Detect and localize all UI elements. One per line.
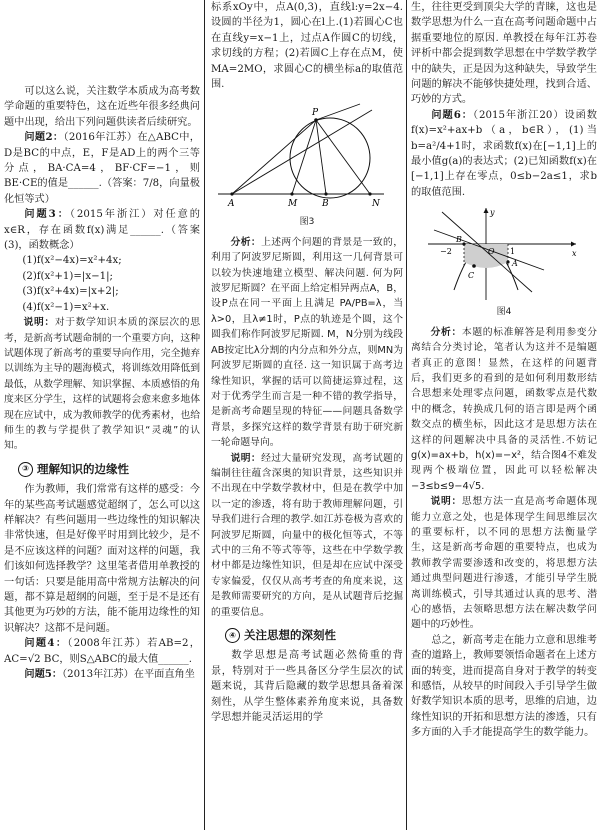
section-title: 关注思想的深刻性: [244, 628, 336, 642]
problem-5-text: （2013年江苏）在平面直角坐: [62, 669, 195, 681]
problem-4-label: 问题4：: [24, 637, 68, 650]
note-1-label: 说明：: [23, 317, 55, 329]
analysis-1-label: 分析：: [230, 236, 262, 248]
section-title: 理解知识的边缘性: [37, 461, 129, 476]
y-axis-arrow-icon: [484, 208, 489, 213]
label-n: N: [372, 199, 380, 210]
problem-2-text: （2016年江苏）在△ABC中，D是BC的中点，E，F是AD上的两个三等分点，BA·CA=4，BF·CF=−1，则BE·CE的值是______.（答案：7/8，向量极化恒等式）: [4, 132, 200, 205]
label-b: B: [456, 235, 462, 245]
note-2-label: 说明：: [230, 452, 262, 464]
apollonius-circle-diagram: [212, 96, 402, 214]
point-a: [506, 261, 509, 264]
figure-3: [211, 96, 403, 230]
column-rule-left: [204, 0, 205, 830]
problem-5-label: 问题5：: [24, 668, 63, 681]
point-b: [462, 243, 465, 246]
point-c: [472, 264, 476, 268]
label-y: y: [490, 208, 495, 218]
point-a: [230, 193, 233, 196]
label-x: x: [572, 249, 577, 259]
column-middle: [211, 0, 403, 830]
problem-6-label: 问题6：: [431, 108, 473, 121]
column-rule-right: [406, 0, 407, 830]
label-o: O: [488, 247, 495, 257]
problem-3: [4, 207, 200, 253]
problem-3-option: (3)f(x²+4x)=|x+2|;: [22, 286, 119, 298]
label-p: P: [312, 108, 319, 119]
note-2-text: 经过大量研究发现，高考试题的编制往往蕴含深奥的知识背景，这些知识并不出现在中学数学教材中，但是在教学中加以一定的渗透，将有助于教师理解问题，引导我们进行合理的教学.如江苏卷极为喜欢的阿波罗尼斯圆，向量中的极化恒等式，不等式中的三角不等式等等，这些在中学数学教材中都是边缘性知识，但是却在应试中深受专家偏爱，仅仅从高考考查的角度来说，这是教师需要研究的方向，是从试题背后挖掘的重要信息。: [211, 452, 403, 618]
problem-4: [4, 636, 200, 667]
label-a: A: [512, 259, 518, 269]
label-minus-two: −2: [440, 247, 452, 257]
problem-6: [411, 108, 597, 200]
column-right: [411, 0, 597, 830]
note-3-text: 思想方法一直是高考命题体现能力立意之处，也是体现学生间思维层次的重要标杆，以不同的思想方法衡量学生，这是新高考命题的重要特点，也成为教师教学需要渗透和改变的，将思想方法通过典型问题进行渗透，才能引导学生脱离训练模式，引导其通过认真的思考、潜心的感悟，去领略思想方法在解决数学问题中的巧妙性。: [411, 496, 597, 631]
problem-3-option: (2)f(x²+1)=|x−1|;: [22, 270, 113, 282]
note-2: [211, 451, 403, 620]
figure-3-caption: 图3: [299, 217, 315, 228]
body-paragraph: 数学思想是高考试题必然倚重的背景，特别对于一些具备区分学生层次的试题来说，其背后隐藏的数学思想具备着深刻性，从学生整体素养角度来说，具备数学思想并能灵活运用的学: [211, 650, 403, 724]
line-g-1: [442, 212, 532, 292]
point-b: [324, 193, 327, 196]
segment-pa: [232, 120, 316, 194]
label-a: A: [228, 199, 235, 210]
label-c: C: [468, 271, 475, 281]
problem-5-continued: 标系xOy中，点A(0,3)，直线l:y=2x−4.设圆的半径为1，圆心在l上.(1)若圆心C也在直线y=x−1上，过点A作圆C的切线，求切线的方程；(2)若圆C上存在点M，使MA=2MO，求圆心C的横坐标a的取值范围.: [211, 2, 403, 91]
point-n: [368, 193, 371, 196]
section-heading-3: [18, 462, 200, 477]
conclusion-paragraph: 总之，新高考走在能力立意和思维考查的道路上，教师要领悟命题者在上述方面的转变，进而提高自身对于教学的转变和感悟，从较早的时间段入手引导学生做好数学知识本质的思考，思维的启迪，边缘性知识的开拓和思想方法的渗透，只有多方面的入手才能提高学生的数学能力。: [411, 634, 597, 739]
section-number-icon: ④: [225, 628, 240, 643]
note-3-label: 说明：: [430, 496, 462, 508]
problem-4-text: （2008年江苏）若AB=2，AC=√2 BC，则S△ABC的最大值______.: [4, 638, 200, 665]
analysis-2: [411, 325, 597, 494]
segment-extension: [316, 104, 360, 120]
problem-3-text: （2015年浙江）对任意的x∈R，存在函数f(x)满足______.（答案(3)，函数概念）: [4, 209, 200, 252]
x-axis-arrow-icon: [571, 242, 576, 247]
problem-2: [4, 130, 200, 207]
note-1-text: 对于数学知识本质的深层次的思考，是新高考试题命制的一个重要方向，这种试题体现了新高考的重要导向作用，完全抛弃以训练为主导的题海模式，将训练效用降低到最低，从数学理解、知识掌握、本质感悟的角度来区分学生，这样的试题将会愈来愈多地体现在应试中，成为教师教学的优秀素材，也给师生的教与学提供了教学知识“灵魂”的认知。: [4, 317, 200, 452]
intro-paragraph: 可以这么说，关注数学本质成为高考数学命题的重要特色，这在近些年很多经典问题中出现，给出下列问题供读者后续研究。: [4, 86, 200, 128]
label-b: B: [322, 199, 329, 210]
line-through-a: [232, 110, 372, 194]
function-graph-diagram: [424, 204, 584, 304]
analysis-2-text: 本题的标准解答是利用参变分离结合分类讨论，笔者认为这并不是编题者真正的意图！显然，在这样的问题背后，我们更多的看到的是如何利用数形结合思想来处理零点问题，函数零点是代数中的概念，转换成几何的语言即是两个函数交点的横坐标，因此这才是思想方法在这样的问题解决中具备的灵活性.不妨记g(x)=ax+b，h(x)=−x²，结合图4不难发现两个极端位置，因此可以轻松解决−3≤b≤9−4√5.: [411, 326, 597, 492]
figure-4-caption: 图4: [496, 307, 512, 318]
problem-3-option: (4)f(x²−1)=x²+x.: [22, 301, 110, 313]
analysis-1-text: 上述两个问题的背景是一致的，利用了阿波罗尼斯圆，利用这一几何背景可以较为快速地建立模型、解决问题. 何为阿波罗尼斯圆？在平面上给定相异两点A，B，设P点在同一平面上且满足 PA/PB=λ，当λ>0，且λ≠1时，P点的轨迹是个圆，这个圆我们称作阿波罗尼斯圆. M，N分别为线段AB按定比λ分割的内分点和外分点，则MN为阿波罗尼斯圆的直径. 这一知识属于高考边缘性知识，掌握的话可以简捷运算过程，这对于优秀学生而言是一种不错的教学指导，是新高考命题呈现的特征——问题具备数学背景，多探究这样的数学背景有助于研究新一轮命题导向。: [211, 236, 403, 449]
blank-top-area: [4, 0, 200, 84]
note-1: [4, 315, 200, 454]
point-m: [290, 193, 293, 196]
problem-3-option: (1)f(x²−4x)=x²+4x;: [22, 255, 122, 267]
column-left: [4, 0, 200, 830]
body-paragraph: 作为教师，我们常常有这样的感受：今年的某些高考试题感觉超纲了，怎么可以这样解决？有些问题用一些边缘性的知识解决非常快速，但是好像平时用到比较少，是不是不应该这样的问题？面对这样的问题，我们该如何选择教学？这里笔者借用单教授的一句话：只要是能用高中常规方法解决的问题，都不算是超纲的问题，至于是不是还有其他更为巧妙的方法，能不能用边缘性的知识解决？这都不是问题。: [4, 484, 200, 634]
problem-6-text: （2015年浙江20）设函数f(x)=x²+ax+b（a，b∈R），(1)当b=a²/4+1时，求函数f(x)在[−1,1]上的最小值g(a)的表达式；(2)已知函数f(x)在[−1,1]上存在零点，0≤b−2a≤1，求b的取值范围.: [411, 109, 597, 198]
label-m: M: [288, 199, 298, 210]
point-p: [314, 119, 318, 123]
apollonius-circle: [290, 118, 370, 198]
analysis-1: [211, 235, 403, 451]
problem-5: [4, 667, 200, 682]
note-3: [411, 494, 597, 633]
figure-4: [411, 204, 597, 320]
problem-3-label: 问题3：: [24, 208, 70, 221]
label-one: 1: [510, 247, 516, 257]
section-number-icon: ③: [18, 462, 33, 477]
problem-2-label: 问题2：: [24, 131, 64, 144]
section-heading-4: [225, 628, 403, 643]
body-paragraph: 生，往往更受到顶尖大学的青睐，这也是数学思想为什么一直在高考问题命题中占据重要地位的原因. 单教授在每年江苏卷评析中都会提到数学思想在中学数学教学中的缺失，正是因为这种缺失，导致学生问题的解决不能够快捷处理，找到合适、巧妙的方式。: [411, 2, 597, 106]
analysis-2-label: 分析：: [430, 326, 462, 338]
